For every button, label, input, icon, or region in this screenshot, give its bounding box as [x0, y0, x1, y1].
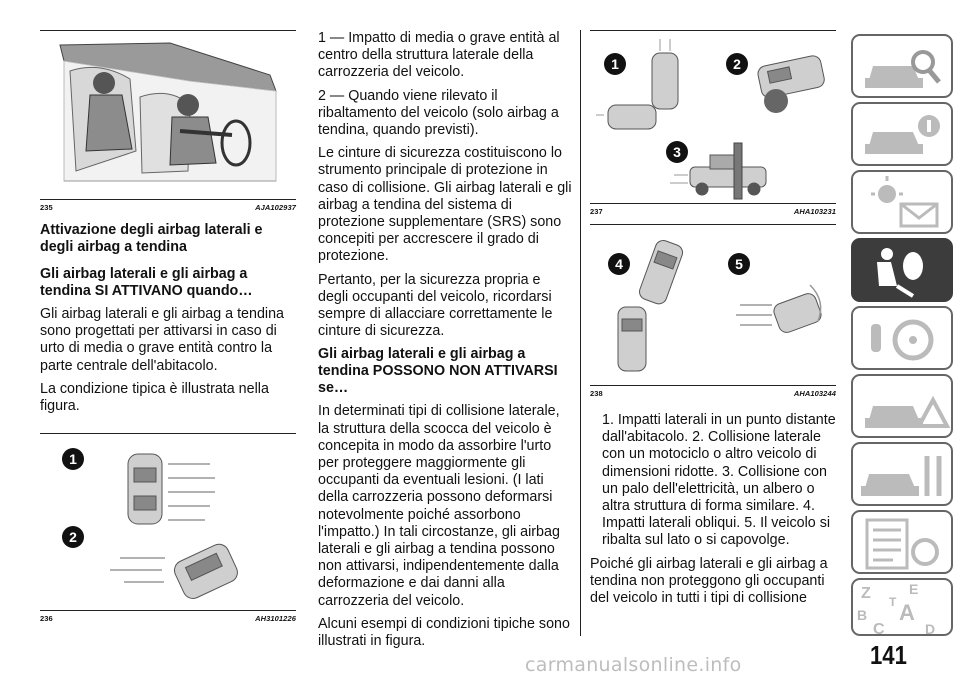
callout-badge: 4: [608, 253, 630, 275]
callout-badge: 1: [604, 53, 626, 75]
tab-warning-lights[interactable]: [851, 170, 953, 234]
callout-badge: 3: [666, 141, 688, 163]
column-divider: [580, 30, 581, 636]
paragraph: Alcuni esempi di condizioni tipiche sono illustrati in figura.: [318, 615, 570, 650]
tab-car-tools[interactable]: [851, 442, 953, 506]
breakdown-warning-icon: [853, 376, 955, 440]
seat-airbag-icon: [853, 240, 955, 304]
callout-badge: 2: [726, 53, 748, 75]
tab-breakdown[interactable]: [851, 374, 953, 438]
side-impact-illustration: [40, 434, 296, 610]
figure-caption: [590, 386, 836, 398]
car-info-icon: [853, 104, 955, 168]
column-middle: [318, 30, 574, 650]
tab-car-search[interactable]: [851, 34, 953, 98]
car-search-icon: [853, 36, 955, 100]
figure-237-impact-examples: [590, 31, 836, 203]
figure-code: AH3101226: [255, 614, 296, 624]
index-letter: A: [899, 600, 915, 625]
tab-index[interactable]: [851, 578, 953, 636]
paragraph: 2 — Quando viene rilevato il ribaltamento del veicolo (solo airbag a tendina, quando previsti).: [318, 87, 559, 139]
paragraph: Pertanto, per la sicurezza propria e degli occupanti del veicolo, ricordarsi sempre di allacciare correttamente le cinture di sicurezza.: [318, 271, 553, 340]
warning-lights-icon: [853, 172, 955, 236]
tab-key-steering[interactable]: [851, 306, 953, 370]
callout-badge: 1: [62, 448, 84, 470]
figure-code: AHA103231: [793, 207, 836, 216]
subsection-heading: Gli airbag laterali e gli airbag a tendina SI ATTIVANO quando…: [40, 266, 253, 299]
index-letter: T: [889, 595, 897, 609]
index-letter: B: [857, 607, 868, 623]
figure-number: 237: [590, 207, 603, 216]
tab-car-info[interactable]: [851, 102, 953, 166]
index-letter: C: [873, 621, 885, 638]
index-letters-icon: [853, 580, 955, 638]
paragraph: Poiché gli airbag laterali e gli airbag a tendina non proteggono gli occupanti del veicolo in tutti i tipi di collisione: [590, 555, 828, 607]
figure-caption: [590, 204, 836, 216]
callout-badge: 5: [728, 253, 750, 275]
column-left: [40, 30, 296, 623]
figure-236-impact-types: [40, 434, 296, 610]
oblique-rollover-illustration: [590, 225, 836, 385]
paragraph: 1 — Impatto di media o grave entità al centro della struttura laterale della carrozzeria del veicolo.: [318, 30, 560, 81]
airbag-interior-illustration: [40, 31, 296, 199]
paragraph: Gli airbag laterali e gli airbag a tendina sono progettati per attivarsi in caso di urto di media o grave entità contro la parte centrale dell'abitacolo.: [40, 306, 284, 374]
index-letter: E: [909, 581, 919, 597]
index-letter: Z: [861, 585, 871, 602]
tab-specs[interactable]: [851, 510, 953, 574]
page-number: 141: [870, 640, 907, 670]
callout-badge: 2: [62, 526, 84, 548]
tab-seat-airbag[interactable]: [851, 238, 953, 302]
paragraph: In determinati tipi di collisione laterale, la struttura della scocca del veicolo è concepita in modo da assorbire l'urto per proteggere maggiormente gli occupanti da eventuali lesioni. (I lati della carrozzeria possono deformarsi notevolmente poiché assorbono l'impatto.) In tali circostanze, gli airbag laterali e gli airbag a tendina possono non attivarsi, indipendentemente dalla deformazione e dai danni alla carrozzeria del veicolo.: [318, 403, 560, 609]
column-right: [590, 30, 836, 607]
figure-code: AHA103244: [793, 389, 836, 398]
impact-examples-illustration: [590, 31, 836, 203]
watermark: carmanualsonline.info: [525, 654, 742, 676]
figure-number: 236: [40, 614, 53, 624]
section-heading: Attivazione degli airbag laterali e degli airbag a tendina: [40, 222, 263, 255]
section-heading: Gli airbag laterali e gli airbag a tendina POSSONO NON ATTIVARSI se…: [318, 346, 558, 397]
paragraph: 1. Impatti laterali in un punto distante dall'abitacolo. 2. Collisione laterale con un motociclo o altro veicolo di dimensioni ridotte. 3. Collisione con un palo dell'elettricità, un albero o altra struttura di forma similare. 4. Impatti laterali obliqui. 5. Il veicolo si ribalta sul lato o si capovolge.: [602, 412, 836, 549]
figure-caption: [40, 611, 296, 623]
paragraph: Le cinture di sicurezza costituiscono lo strumento principale di protezione in caso di collisione. Gli airbag laterali e gli airbag a tendina del sistema di protezione supplementare (SRS) sono concepiti per accrescere il grado di protezione.: [318, 145, 572, 265]
paragraph: La condizione tipica è illustrata nella figura.: [40, 380, 269, 415]
key-steering-icon: [853, 308, 955, 372]
figure-number: 235: [40, 203, 53, 212]
figure-caption: [40, 200, 296, 212]
figure-number: 238: [590, 389, 603, 398]
figure-code: AJA102937: [255, 203, 296, 212]
figure-238-oblique-rollover: [590, 225, 836, 385]
figure-235-airbag-interior: [40, 31, 296, 199]
car-tools-icon: [853, 444, 955, 508]
index-letter: D: [925, 621, 936, 637]
specs-list-icon: [853, 512, 955, 576]
